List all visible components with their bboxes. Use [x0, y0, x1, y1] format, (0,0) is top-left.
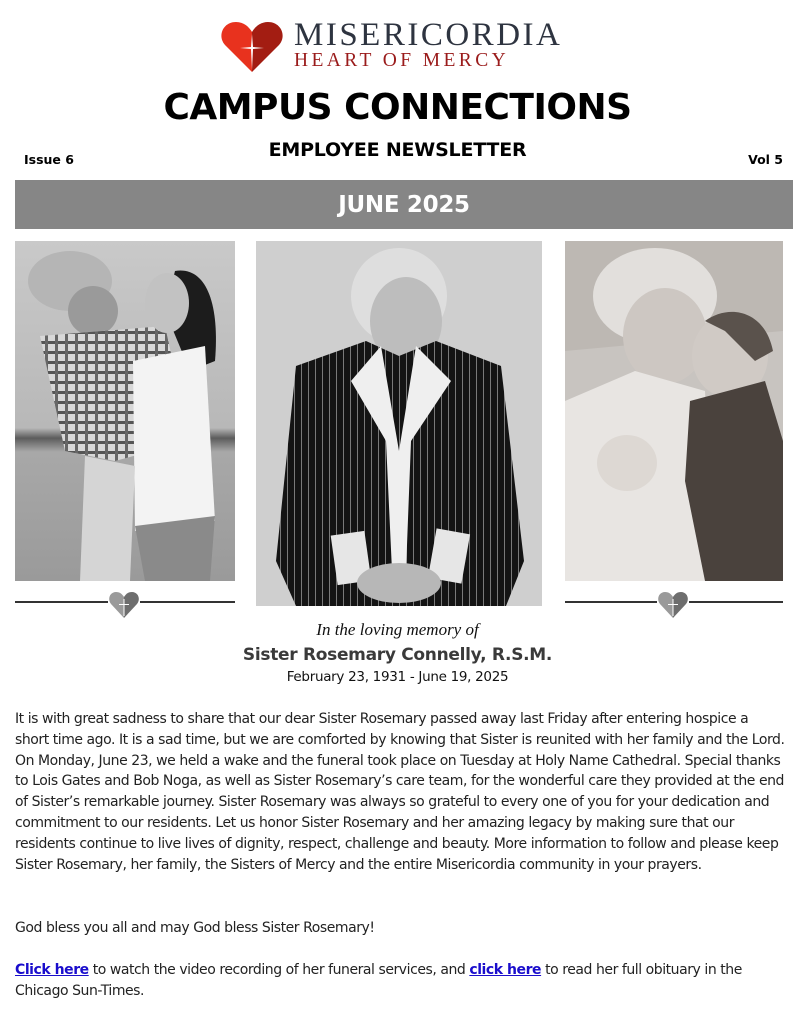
- memorial-dates: February 23, 1931 - June 19, 2025: [286, 669, 509, 685]
- blessing-paragraph: God bless you all and may God bless Sister Rosemary!: [15, 920, 375, 936]
- logo-name: MISERICORDIA: [294, 17, 563, 53]
- volume-number: Vol 5: [748, 152, 783, 167]
- links-text-2: to read her full obituary in the Chicago Sun-Times.: [15, 962, 742, 999]
- links-text-1: to watch the video recording of her funeral services, and: [88, 962, 470, 978]
- heart-cross-icon: [657, 591, 689, 619]
- obituary-link[interactable]: click here: [469, 962, 542, 978]
- month-label: JUNE 2025: [338, 191, 470, 218]
- heart-divider-right: [565, 587, 783, 617]
- month-banner: [15, 180, 793, 229]
- memorial-intro: In the loving memory of: [316, 620, 479, 639]
- photo-right: [565, 241, 783, 581]
- photo-left: [15, 241, 235, 581]
- issue-number: Issue 6: [24, 152, 74, 167]
- photo-sister-rosemary-portrait: [256, 241, 542, 606]
- heart-cross-icon: [108, 591, 140, 619]
- newsletter-subtitle: EMPLOYEE NEWSLETTER: [268, 139, 527, 161]
- misericordia-logo: [220, 17, 563, 74]
- heart-cross-logo-icon: [220, 20, 284, 74]
- memorial-name: Sister Rosemary Connelly, R.S.M.: [242, 645, 553, 665]
- logo-tagline: HEART OF MERCY: [294, 50, 510, 71]
- newsletter-title: CAMPUS CONNECTIONS: [163, 87, 632, 128]
- links-paragraph: [15, 960, 785, 1002]
- funeral-video-link[interactable]: Click here: [15, 962, 89, 978]
- heart-divider-left: [15, 587, 235, 617]
- tribute-paragraph: It is with great sadness to share that our dear Sister Rosemary passed away last Friday after entering hospice a short time ago. It is a sad time, but we are comforted by knowing that Sister is reunited with her family and the Lord. On Monday, June 23, we held a wake and the funeral took place on Tuesday at Holy Name Cathedral. Special thanks to Lois Gates and Bob Noga, as well as Sister Rosemary’s care team, for the wonderful care they provided at the end of Sister’s remarkable journey. Sister Rosemary was always so grateful to every one of you for your dedication and commitment to our residents. Let us honor Sister Rosemary and her amazing legacy by making sure that our residents continue to live lives of dignity, respect, challenge and beauty. More information to follow and please keep Sister Rosemary, her family, the Sisters of Mercy and the entire Misericordia community in your prayers.: [15, 711, 785, 873]
